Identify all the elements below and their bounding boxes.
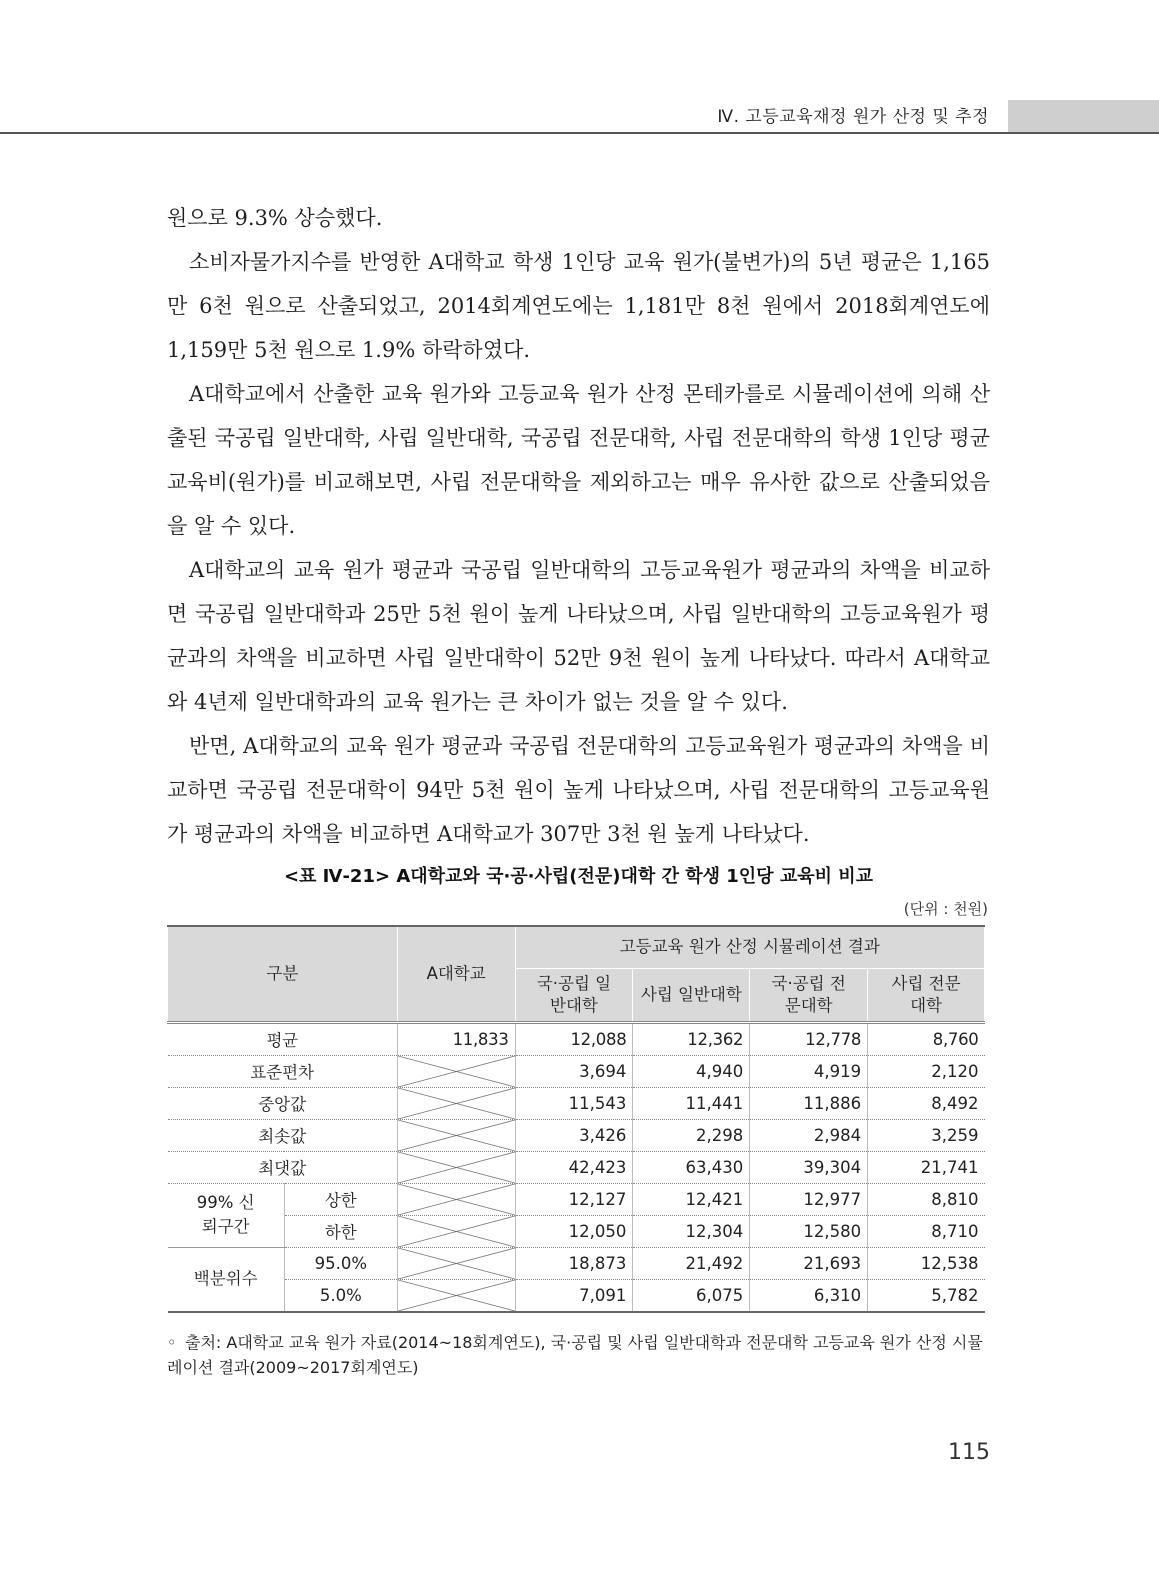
- cell-value: 8,760: [868, 1022, 985, 1055]
- cell-value: 11,833: [397, 1022, 515, 1055]
- bullet-icon: ◦: [167, 1333, 177, 1352]
- cell-value: 7,091: [515, 1279, 633, 1312]
- table-unit: (단위 : 천원): [903, 900, 988, 918]
- table-row-sd: [168, 1055, 985, 1087]
- cell-value: 6,075: [633, 1279, 750, 1312]
- cell-value: 4,919: [750, 1055, 868, 1087]
- header-simulation-group: 고등교육 원가 산정 시뮬레이션 결과: [515, 926, 984, 968]
- cell-value: 11,543: [515, 1087, 633, 1119]
- header-col-private-college: [868, 968, 985, 1022]
- cell-value: 4,940: [633, 1055, 750, 1087]
- header-category: 구분: [168, 926, 398, 1022]
- source-footnote: [167, 1330, 990, 1380]
- comparison-table: [167, 925, 985, 1313]
- cell-value: 12,580: [750, 1215, 868, 1247]
- header-col-public-college: [750, 968, 868, 1022]
- cell-value: 18,873: [515, 1247, 633, 1279]
- empty-cell-cross: [397, 1087, 515, 1119]
- table-row-median: [168, 1087, 985, 1119]
- cell-value: 63,430: [633, 1151, 750, 1183]
- table-title: <표 Ⅳ-21> A대학교와 국·공·사립(전문)대학 간 학생 1인당 교육비 비교: [283, 866, 874, 887]
- row-label: 최솟값: [168, 1119, 398, 1151]
- table-row-mean: [168, 1022, 985, 1055]
- row-label: 하한: [284, 1215, 397, 1247]
- empty-cell-cross: [397, 1183, 515, 1215]
- row-label: 95.0%: [284, 1247, 397, 1279]
- row-label: 5.0%: [284, 1279, 397, 1312]
- cell-value: 8,710: [868, 1215, 985, 1247]
- row-group-label: 백분위수: [168, 1247, 285, 1312]
- header-col-public-general: [515, 968, 633, 1022]
- row-label: 최댓값: [168, 1151, 398, 1183]
- cell-value: 42,423: [515, 1151, 633, 1183]
- cell-value: 11,886: [750, 1087, 868, 1119]
- cell-value: 12,538: [868, 1247, 985, 1279]
- paragraph: A대학교에서 산출한 교육 원가와 고등교육 원가 산정 몬테카를로 시뮬레이션에 의해 산출된 국공립 일반대학, 사립 일반대학, 국공립 전문대학, 사립 전문대학의 학생 1인당 평균 교육비(원가)를 비교해보면, 사립 전문대학을 제외하고는 매우 유사한 값으로 산출되었음을 알 수 있다.: [167, 382, 990, 538]
- empty-cell-cross: [397, 1151, 515, 1183]
- header-rule: [0, 132, 1159, 134]
- body-text: [167, 196, 990, 856]
- cell-value: 3,426: [515, 1119, 633, 1151]
- cell-value: 2,298: [633, 1119, 750, 1151]
- cell-value: 3,259: [868, 1119, 985, 1151]
- table-row-p5: [168, 1279, 985, 1312]
- empty-cell-cross: [397, 1279, 515, 1312]
- row-label: 중앙값: [168, 1087, 398, 1119]
- cell-value: 11,441: [633, 1087, 750, 1119]
- header-tab-block: [1008, 100, 1159, 132]
- cell-value: 21,741: [868, 1151, 985, 1183]
- cell-value: 2,984: [750, 1119, 868, 1151]
- chapter-title: Ⅳ. 고등교육재정 원가 산정 및 추정: [717, 107, 989, 127]
- table-row-p95: [168, 1247, 985, 1279]
- paragraph: A대학교의 교육 원가 평균과 국공립 일반대학의 고등교육원가 평균과의 차액을 비교하면 국공립 일반대학과 25만 5천 원이 높게 나타났으며, 사립 일반대학의 고등교육원가 평균과의 차액을 비교하면 사립 일반대학이 52만 9천 원이 높게 나타났다. 따라서 A대학교와 4년제 일반대학과의 교육 원가는 큰 차이가 없는 것을 알 수 있다.: [167, 558, 990, 714]
- empty-cell-cross: [397, 1247, 515, 1279]
- group-label-text: 99% 신뢰구간: [196, 1193, 255, 1236]
- paragraph: 소비자물가지수를 반영한 A대학교 학생 1인당 교육 원가(불변가)의 5년 평균은 1,165만 6천 원으로 산출되었고, 2014회계연도에는 1,181만 8천 원에서 2018회계연도에 1,159만 5천 원으로 1.9% 하락하였다.: [167, 250, 990, 362]
- row-label: 상한: [284, 1183, 397, 1215]
- header-label: 국·공립 일반대학: [536, 973, 612, 1015]
- empty-cell-cross: [397, 1215, 515, 1247]
- page-number: 115: [948, 1440, 990, 1465]
- cell-value: 12,088: [515, 1022, 633, 1055]
- cell-value: 12,304: [633, 1215, 750, 1247]
- cell-value: 8,810: [868, 1183, 985, 1215]
- cell-value: 2,120: [868, 1055, 985, 1087]
- cell-value: 6,310: [750, 1279, 868, 1312]
- cell-value: 21,492: [633, 1247, 750, 1279]
- cell-value: 12,778: [750, 1022, 868, 1055]
- running-header: [0, 100, 1159, 134]
- table-row-ci-upper: [168, 1183, 985, 1215]
- cell-value: 8,492: [868, 1087, 985, 1119]
- table-row-min: [168, 1119, 985, 1151]
- cell-value: 12,362: [633, 1022, 750, 1055]
- empty-cell-cross: [397, 1119, 515, 1151]
- header-a-univ: A대학교: [397, 926, 515, 1022]
- header-label: 국·공립 전문대학: [771, 973, 846, 1015]
- cell-value: 12,977: [750, 1183, 868, 1215]
- empty-cell-cross: [397, 1055, 515, 1087]
- cell-value: 21,693: [750, 1247, 868, 1279]
- header-label: 사립 전문대학: [891, 973, 961, 1015]
- row-label: 표준편차: [168, 1055, 398, 1087]
- paragraph: 원으로 9.3% 상승했다.: [167, 206, 383, 230]
- row-label: 평균: [168, 1022, 398, 1055]
- table-row-max: [168, 1151, 985, 1183]
- footnote-text: 출처: A대학교 교육 원가 자료(2014~18회계연도), 국·공립 및 사립 일반대학과 전문대학 고등교육 원가 산정 시뮬레이션 결과(2009~2017회계연도): [167, 1333, 983, 1377]
- header-col-private-general: 사립 일반대학: [633, 968, 750, 1022]
- cell-value: 12,421: [633, 1183, 750, 1215]
- cell-value: 12,050: [515, 1215, 633, 1247]
- cell-value: 5,782: [868, 1279, 985, 1312]
- cell-value: 12,127: [515, 1183, 633, 1215]
- row-group-label: [168, 1183, 285, 1247]
- table-row-ci-lower: [168, 1215, 985, 1247]
- cell-value: 39,304: [750, 1151, 868, 1183]
- cell-value: 3,694: [515, 1055, 633, 1087]
- paragraph: 반면, A대학교의 교육 원가 평균과 국공립 전문대학의 고등교육원가 평균과의 차액을 비교하면 국공립 전문대학이 94만 5천 원이 높게 나타났으며, 사립 전문대학의 고등교육원가 평균과의 차액을 비교하면 A대학교가 307만 3천 원 높게 나타났다.: [167, 734, 990, 846]
